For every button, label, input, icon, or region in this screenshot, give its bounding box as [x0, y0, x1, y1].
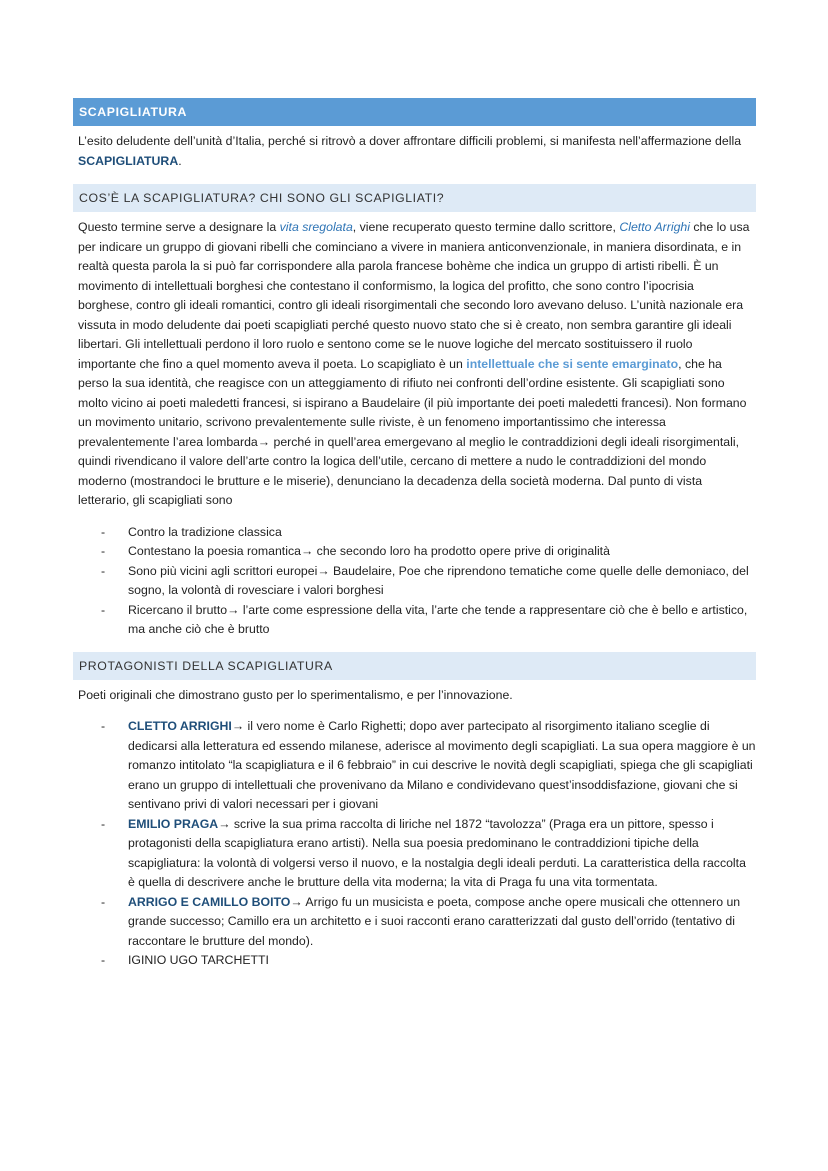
list-text: IGINIO UGO TARCHETTI [128, 953, 269, 967]
list-item [73, 601, 756, 640]
dash-bullet: - [101, 953, 106, 967]
para-text: , che ha perso la sua identità, che reagisce con un atteggiamento di rifiuto nei confronti dell’ordine esistente. Gli scapigliati sono molto vicino ai poeti maledetti francesi, si ispirano a Baudelaire (il più importante dei poeti maledetti francesi). Non formano un movimento unitario, scrivono prevalentemente sulle riviste, è un fenomeno importantissimo che interessa prevalentemente l’area lombarda [78, 356, 747, 449]
list-text: Contestano la poesia romantica [128, 544, 301, 558]
list-text: Baudelaire, Poe che riprendono tematiche come quelle delle demoniaco, del sogno, la volontà di rovesciare i valori borghesi [128, 563, 749, 597]
arrow-icon: → [257, 434, 271, 449]
heading-scapigliatura: SCAPIGLIATURA [73, 98, 756, 126]
list-text: scrive la sua prima raccolta di liriche nel 1872 “tavolozza” (Praga era un pittore, spesso i protagonisti della scapigliatura erano artisti). Nella sua poesia predominano le contraddizioni tipiche della scapigliatura: la volontà di volgersi verso il nuovo, e la nostalgia degli ideali perduti. La caratteristica della raccolta è quella di descrivere anche le brutture della vita moderna; la vita di Praga fu una vita tormentata. [128, 816, 746, 889]
document-body [73, 98, 756, 971]
arrow-icon: → [231, 719, 245, 733]
dash-bullet: - [101, 894, 106, 909]
para-text: , viene recuperato questo termine dallo scrittore, [352, 220, 620, 234]
section2-paragraph [78, 218, 751, 511]
list-text: Contro la tradizione classica [128, 524, 282, 539]
author-name: EMILIO PRAGA [128, 816, 219, 831]
list-text: Ricercano il brutto [128, 602, 228, 617]
dash-bullet: - [101, 524, 106, 539]
intro-paragraph [78, 132, 751, 171]
dash-bullet: - [101, 816, 106, 831]
intro-end: . [178, 153, 182, 168]
intellettuale-emarginato-term: intellettuale che si sente emarginato [466, 356, 679, 371]
vita-sregolata-term: vita sregolata [279, 220, 353, 234]
arrow-icon: → [317, 563, 330, 578]
dash-bullet: - [101, 719, 106, 733]
para-text: che lo usa per indicare un gruppo di giovani ribelli che cominciano a vivere in maniera anticonvenzionale, in maniera disordinata, e in realtà questa parola la si può far corrispondere alla parola francese bohème che indica un gruppo di artisti ribelli. È un movimento di intellettuali borghesi che contestano il conformismo, la logica del profitto, che sono contro l’ipocrisia borghese, contro gli ideali romantici, contro gli ideali risorgimentali che secondo loro avevano deluso. L’unità nazionale era vissuta in modo deludente dai poeti scapigliati perché questo nuovo stato che si è creato, non sembra garantire gli ideali libertari. Gli intellettuali perdono il loro ruolo e sentono come se le nuove logiche del mercato sostituissero il ruolo importante che fino a quel momento aveva il poeta. Lo scapigliato è un [78, 220, 750, 371]
list-item [73, 717, 756, 815]
characteristics-list [73, 523, 756, 640]
dash-bullet: - [101, 544, 106, 558]
list-item [73, 893, 756, 952]
list-item [73, 562, 756, 601]
intro-highlight: SCAPIGLIATURA [78, 153, 179, 168]
heading-protagonisti: PROTAGONISTI DELLA SCAPIGLIATURA [73, 652, 756, 680]
list-item [73, 542, 756, 562]
para-text: perché in quell’area emergevano al meglio le contraddizioni degli ideali risorgimentali, quindi rivendicano il valore dell’arte contro la logica dell’utile, cercano di mettere a nudo le contraddizioni del mondo moderno (mostrandoci le brutture e le miserie), denunciano la decadenza della società moderna. Dal punto di vista letterario, gli scapigliati sono [78, 434, 739, 507]
list-text: il vero nome è Carlo Righetti; dopo aver partecipato al risorgimento italiano sceglie di dedicarsi alla letteratura ed essendo milanese, aderisce al movimento degli scapigliati. La sua opera maggiore è un romanzo intitolato “la scapigliatura e il 6 febbraio” in cui descrive le novità degli scapigliati, spiega che gli scapigliati erano un gruppo di intellettuali che provenivano da Milano e condividevano quest’insoddisfazione, giovani che si sentivano privi di valori necessari per i giovani [128, 719, 756, 811]
protagonisti-list [73, 717, 756, 971]
list-text: che secondo loro ha prodotto opere prive di originalità [313, 544, 610, 558]
list-item [73, 523, 756, 543]
intro-text: L’esito deludente dell’unità d’Italia, perché si ritrovò a dover affrontare difficili problemi, si manifesta nell’affermazione della [78, 134, 742, 148]
arrow-icon: → [300, 544, 314, 558]
author-name: ARRIGO E CAMILLO BOITO [128, 894, 291, 909]
arrow-icon: → [227, 602, 240, 617]
list-text: l’arte come espressione della vita, l’arte che tende a rappresentare ciò che è bello e artistico, ma anche ciò che è brutto [128, 602, 748, 636]
list-item [73, 951, 756, 971]
author-name: CLETTO ARRIGHI [128, 719, 232, 733]
list-text: Arrigo fu un musicista e poeta, compose anche opere musicali che ottennero un grande successo; Camillo era un architetto e i suoi racconti erano caratterizzati dal gusto dell’orrido (tentativo di raccontare le brutture del mondo). [128, 894, 741, 948]
dash-bullet: - [101, 602, 106, 617]
list-item [73, 815, 756, 893]
para-text: Questo termine serve a designare la [78, 220, 280, 234]
list-text: Sono più vicini agli scrittori europei [128, 563, 318, 578]
protagonisti-intro: Poeti originali che dimostrano gusto per lo sperimentalismo, e per l’innovazione. [78, 687, 513, 702]
cletto-arrighi-term: Cletto Arrighi [619, 220, 690, 234]
arrow-icon: → [218, 816, 231, 831]
arrow-icon: → [290, 894, 303, 909]
dash-bullet: - [101, 563, 106, 578]
heading-cos-e: COS’È LA SCAPIGLIATURA? CHI SONO GLI SCAPIGLIATI? [73, 184, 756, 212]
